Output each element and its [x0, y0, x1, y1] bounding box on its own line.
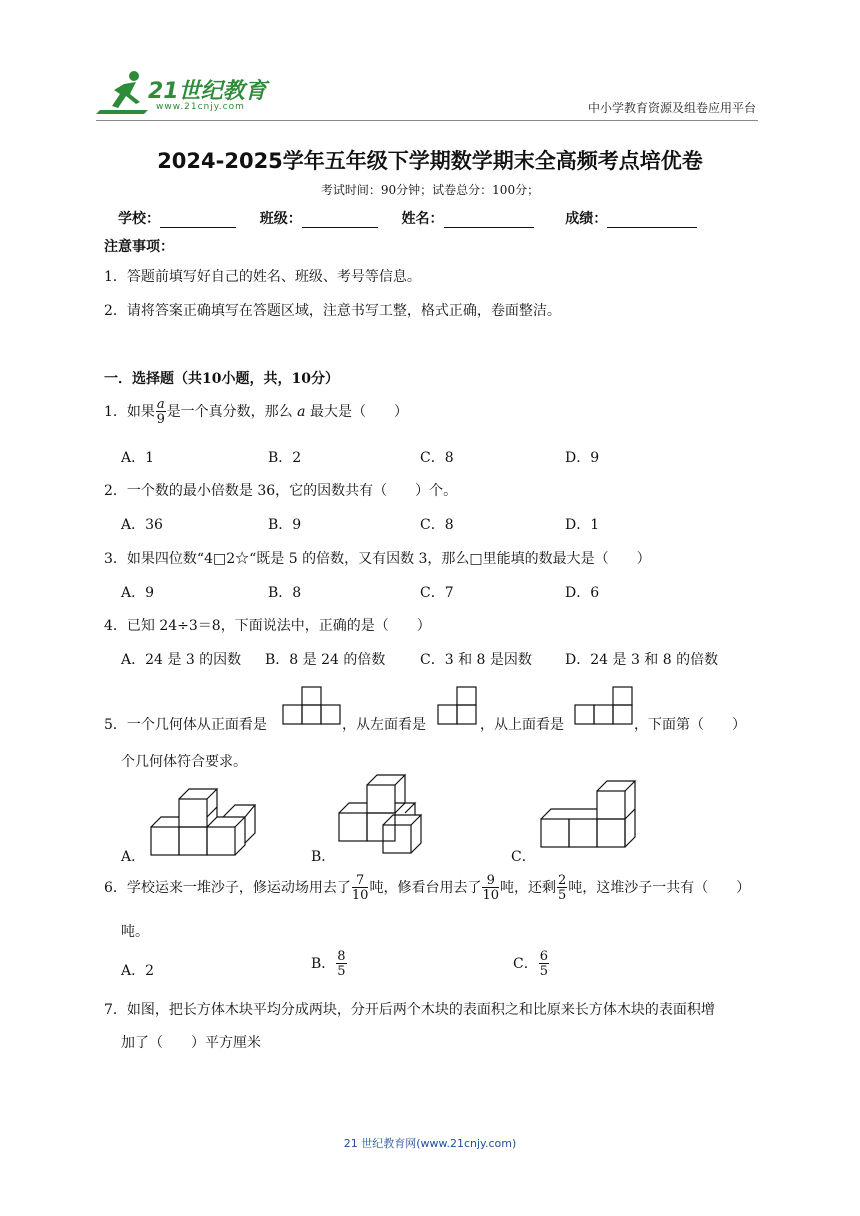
q1-option-c[interactable]: C．8 [420, 450, 454, 466]
name-field[interactable] [444, 213, 534, 228]
q6-option-b[interactable] [311, 950, 348, 978]
q5-line2: 个几何体符合要求。 [121, 754, 247, 770]
q3-option-a[interactable]: A．9 [121, 585, 155, 601]
q6-option-c-fraction: $\frac{6}{5}$ [539, 949, 548, 979]
q6-fraction-2: $\frac{9}{10}$ [482, 873, 499, 903]
class-field[interactable] [302, 213, 378, 228]
q4-option-a[interactable]: A．24 是 3 的因数 [121, 652, 242, 668]
q6-text-d: 吨，这堆沙子一共有（ ） [568, 880, 751, 896]
q6-option-b-label: B． [311, 956, 336, 972]
option-b-solid [338, 779, 438, 859]
notice-item: 1．答题前填写好自己的姓名、班级、考号等信息。 [104, 269, 421, 285]
q6-text-a: 6．学校运来一堆沙子，修运动场用去了 [104, 880, 351, 896]
q1-fraction: $\frac{a}{9}$ [156, 397, 165, 427]
q1-variable: a [297, 404, 306, 420]
question-6 [104, 874, 750, 902]
left-view-figure [437, 686, 479, 726]
q6-option-a[interactable]: A．2 [121, 963, 155, 979]
q6-option-b-fraction: $\frac{8}{5}$ [337, 949, 346, 979]
q7-line2: 加了（ ）平方厘米 [121, 1035, 261, 1051]
score-field[interactable] [607, 213, 697, 228]
notice-item: 2．请将答案正确填写在答题区域，注意书写工整，格式正确，卷面整洁。 [104, 303, 561, 319]
class-label: 班级： [259, 211, 302, 227]
q3-option-c[interactable]: C．7 [420, 585, 454, 601]
q4-option-b[interactable]: B．8 是 24 的倍数 [265, 652, 386, 668]
q5-option-b[interactable]: B． [311, 849, 336, 865]
top-view-figure [574, 686, 634, 726]
q1-text-a: 1．如果 [104, 404, 155, 420]
info-fields [118, 208, 697, 228]
q6-fraction-3: $\frac{2}{5}$ [558, 873, 567, 903]
logo-text: 21世纪教育 [148, 79, 267, 104]
q1-option-d[interactable]: D．9 [565, 450, 600, 466]
name-label: 姓名： [401, 211, 444, 227]
question-1 [104, 398, 408, 426]
question-3: 3．如果四位数“4□2☆“既是 5 的倍数，又有因数 3，那么□里能填的数最大是（ ） [104, 551, 651, 567]
q6-text-b: 吨，修看台用去了 [369, 880, 482, 896]
q2-option-a[interactable]: A．36 [121, 517, 163, 533]
score-label: 成绩： [565, 211, 608, 227]
q3-option-b[interactable]: B．8 [268, 585, 302, 601]
q3-option-d[interactable]: D．6 [565, 585, 600, 601]
q5-text-d: ，下面第（ ） [634, 717, 746, 733]
notice-heading: 注意事项： [104, 239, 174, 255]
q6-option-c[interactable] [513, 950, 550, 978]
q2-option-b[interactable]: B．9 [268, 517, 302, 533]
platform-label: 中小学教育资源及组卷应用平台 [587, 101, 756, 115]
q2-option-d[interactable]: D．1 [565, 517, 600, 533]
section-heading: 一．选择题（共10小题，共，10分） [104, 371, 339, 387]
option-c-solid [540, 779, 665, 859]
q1-option-a[interactable]: A．1 [121, 450, 155, 466]
q4-option-c[interactable]: C．3 和 8 是因数 [420, 652, 532, 668]
q6-option-c-label: C． [513, 956, 538, 972]
exam-info: 考试时间：90分钟；试卷总分：100分； [320, 183, 540, 197]
q5-option-c[interactable]: C． [511, 849, 536, 865]
runner-icon [96, 70, 156, 116]
q6-fraction-1: $\frac{7}{10}$ [351, 873, 369, 903]
front-view-figure [282, 686, 342, 726]
q6-line2: 吨。 [121, 924, 149, 940]
q6-text-c: 吨，还剩 [500, 880, 556, 896]
q5-text-a: 5．一个几何体从正面看是 [104, 717, 267, 733]
footer[interactable]: 21 世纪教育网(www.21cnjy.com) [343, 1137, 517, 1150]
q1-option-b[interactable]: B．2 [268, 450, 302, 466]
option-a-solid [150, 787, 262, 859]
logo [96, 70, 266, 116]
logo-url: www.21cnjy.com [156, 102, 245, 112]
q1-text-b: 是一个真分数，那么 [166, 404, 298, 420]
header-rule [96, 120, 758, 121]
page-title: 2024-2025学年五年级下学期数学期末全高频考点培优卷 [157, 149, 703, 173]
q5-option-a[interactable]: A． [121, 849, 146, 865]
question-7: 7．如图，把长方体木块平均分成两块，分开后两个木块的表面积之和比原来长方体木块的表面积增 [104, 1002, 715, 1018]
q5-text-b: ，从左面看是 [342, 717, 426, 733]
q5-text-c: ，从上面看是 [480, 717, 564, 733]
school-field[interactable] [160, 213, 236, 228]
question-4: 4．已知 24÷3＝8，下面说法中，正确的是（ ） [104, 618, 431, 634]
question-2: 2．一个数的最小倍数是 36，它的因数共有（ ）个。 [104, 483, 458, 499]
q1-text-c: 最大是（ ） [305, 404, 408, 420]
q2-option-c[interactable]: C．8 [420, 517, 454, 533]
q4-option-d[interactable]: D．24 是 3 和 8 的倍数 [565, 652, 719, 668]
school-label: 学校： [118, 211, 160, 227]
